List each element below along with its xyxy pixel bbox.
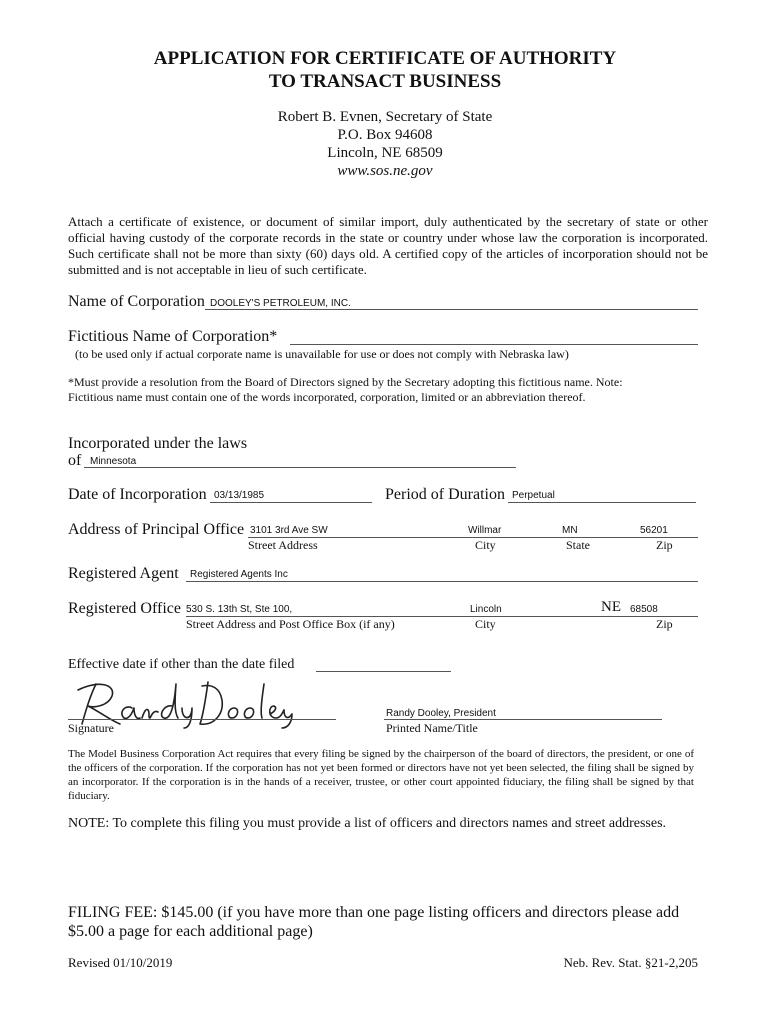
website-link[interactable]: www.sos.ne.gov: [337, 163, 433, 179]
incorporated-field[interactable]: Minnesota: [90, 456, 137, 467]
name-line: [205, 309, 698, 310]
printed-name-caption: Printed Name/Title: [386, 721, 478, 735]
resolution-note: *Must provide a resolution from the Board of Directors signed by the Secretary adopting this fictitious name. Note: Fictitious name must contain one of the words incorporated, corporation, limited or an abbreviation thereof.: [68, 375, 623, 404]
incorporated-label: Incorporated under the laws: [68, 435, 248, 452]
city-state: Lincoln, NE 68509: [327, 145, 443, 161]
legal-paragraph: The Model Business Corporation Act requires that every filing be signed by the chairperson of the board of directors, the president, or one of the officers of the corporation. If the corporation has not yet been formed or directors have not yet been selected, the filing shall be signed by an incorporator. If the corporation is in the hands of a receiver, trustee, or other court appointed fiduciary, the filing shall be signed by that fiduciary.: [68, 748, 694, 802]
office-label: Registered Office: [68, 600, 181, 617]
incorporated-of-label: of: [68, 452, 82, 469]
fictitious-note: (to be used only if actual corporate name is unavailable for use or does not comply with Nebraska law): [75, 347, 569, 361]
agent-field[interactable]: Registered Agents Inc: [190, 569, 288, 580]
form-title-line1: APPLICATION FOR CERTIFICATE OF AUTHORITY: [153, 48, 617, 69]
office-street-field[interactable]: 530 S. 13th St, Ste 100,: [186, 604, 293, 615]
name-label: Name of Corporation: [68, 293, 205, 310]
filing-fee-text: FILING FEE: $145.00 (if you have more than one page listing officers and directors please add $5.00 a page for each additional page): [68, 904, 680, 940]
principal-state-caption: State: [566, 538, 590, 552]
fictitious-line: [290, 344, 698, 345]
principal-street-field[interactable]: 3101 3rd Ave SW: [250, 525, 328, 536]
official-name: Robert B. Evnen, Secretary of State: [277, 109, 493, 125]
principal-city-field[interactable]: Willmar: [468, 525, 502, 536]
printed-name-line: [384, 719, 662, 720]
principal-zip-caption: Zip: [656, 538, 673, 552]
office-street-caption: Street Address and Post Office Box (if any): [186, 617, 395, 631]
duration-field[interactable]: Perpetual: [512, 490, 555, 501]
principal-label: Address of Principal Office: [68, 521, 245, 538]
duration-line: [508, 502, 696, 503]
effective-label: Effective date if other than the date filed: [68, 657, 295, 672]
revised-date: Revised 01/10/2019: [68, 955, 173, 970]
principal-city-caption: City: [475, 538, 496, 552]
date-label: Date of Incorporation: [68, 486, 207, 503]
form-title-line2: TO TRANSACT BUSINESS: [268, 71, 502, 92]
po-box: P.O. Box 94608: [337, 127, 433, 143]
effective-line: [316, 671, 451, 672]
date-field[interactable]: 03/13/1985: [214, 490, 265, 501]
name-field[interactable]: DOOLEY'S PETROLEUM, INC.: [210, 298, 351, 309]
incorporated-line: [84, 467, 516, 468]
principal-zip-field[interactable]: 56201: [640, 525, 668, 536]
office-state-field[interactable]: NE: [601, 599, 621, 615]
principal-state-field[interactable]: MN: [562, 525, 578, 536]
note-paragraph: NOTE: To complete this filing you must provide a list of officers and directors names and street addresses.: [68, 816, 667, 831]
signature-caption: Signature: [68, 721, 114, 735]
office-zip-field[interactable]: 68508: [630, 604, 658, 615]
office-zip-caption: Zip: [656, 617, 673, 631]
printed-name-field[interactable]: Randy Dooley, President: [386, 708, 496, 719]
signature-line: [68, 719, 336, 720]
instructions-paragraph: Attach a certificate of existence, or document of similar import, duly authenticated by the secretary of state or other official having custody of the corporate records in the state or country under whose law the corporation is incorporated. Such certificate shall not be more than sixty (60) days old. A certified copy of the articles of incorporation should not be submitted and is not acceptable in lieu of such certificate.: [68, 214, 708, 277]
principal-street-caption: Street Address: [248, 538, 318, 552]
office-city-caption: City: [475, 617, 496, 631]
date-line: [210, 502, 372, 503]
agent-label: Registered Agent: [68, 565, 179, 582]
statute-reference: Neb. Rev. Stat. §21-2,205: [563, 955, 698, 970]
office-city-field[interactable]: Lincoln: [470, 604, 502, 615]
fictitious-label: Fictitious Name of Corporation*: [68, 328, 278, 345]
duration-label: Period of Duration: [385, 486, 505, 503]
agent-line: [186, 581, 698, 582]
